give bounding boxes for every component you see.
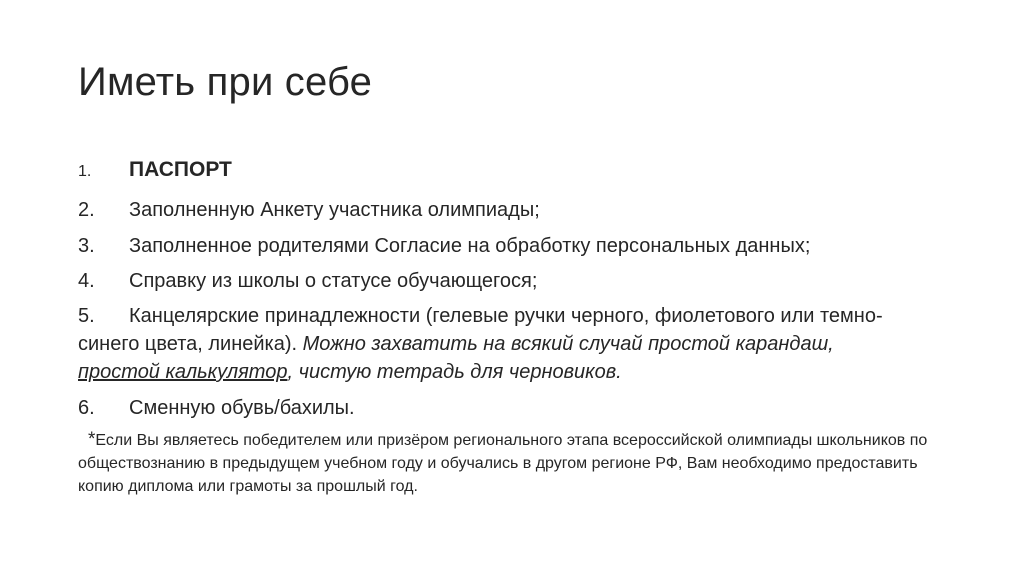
list-item-shoes	[78, 394, 355, 422]
list-item-questionnaire	[78, 196, 540, 224]
list-item-text: Заполненную Анкету участника олимпиады;	[129, 199, 540, 221]
list-item-number: 5.	[78, 305, 95, 327]
footnote-asterisk: *	[88, 429, 96, 450]
list-item-number: 3.	[78, 235, 95, 257]
list-item-stationery	[78, 302, 908, 386]
list-item-text: Заполненное родителями Согласие на обработку персональных данных;	[129, 235, 811, 257]
footnote	[78, 428, 958, 498]
list-item-text: ПАСПОРТ	[129, 158, 232, 181]
list-item-text: Сменную обувь/бахилы.	[129, 397, 355, 419]
slide-title: Иметь при себе	[78, 60, 373, 104]
list-item-italic-underlined: простой калькулятор	[78, 361, 288, 383]
list-item-number: 6.	[78, 397, 95, 419]
list-item-number: 1.	[78, 163, 92, 180]
list-item-passport	[78, 156, 232, 186]
list-item-number: 4.	[78, 270, 95, 292]
list-item-number: 2.	[78, 199, 95, 221]
list-item-italic-note: Можно захватить на всякий случай простой карандаш,	[302, 333, 834, 355]
footnote-text: Если Вы являетесь победителем или призёром регионального этапа всероссийской олимпиады школьников по обществознанию в предыдущем учебном году и обучались в другом регионе РФ, Вам необходимо предоставить копию диплома или грамоты за прошлый год.	[78, 432, 928, 495]
list-item-italic-note-end: , чистую тетрадь для черновиков.	[287, 361, 622, 383]
list-item-text: Справку из школы о статусе обучающегося;	[129, 270, 538, 292]
list-item-consent	[78, 232, 810, 260]
list-item-text: Канцелярские принадлежности (гелевые ручки черного, фиолетового или темно-синего цвета, линейка).	[78, 305, 883, 355]
list-item-school-certificate	[78, 267, 537, 295]
